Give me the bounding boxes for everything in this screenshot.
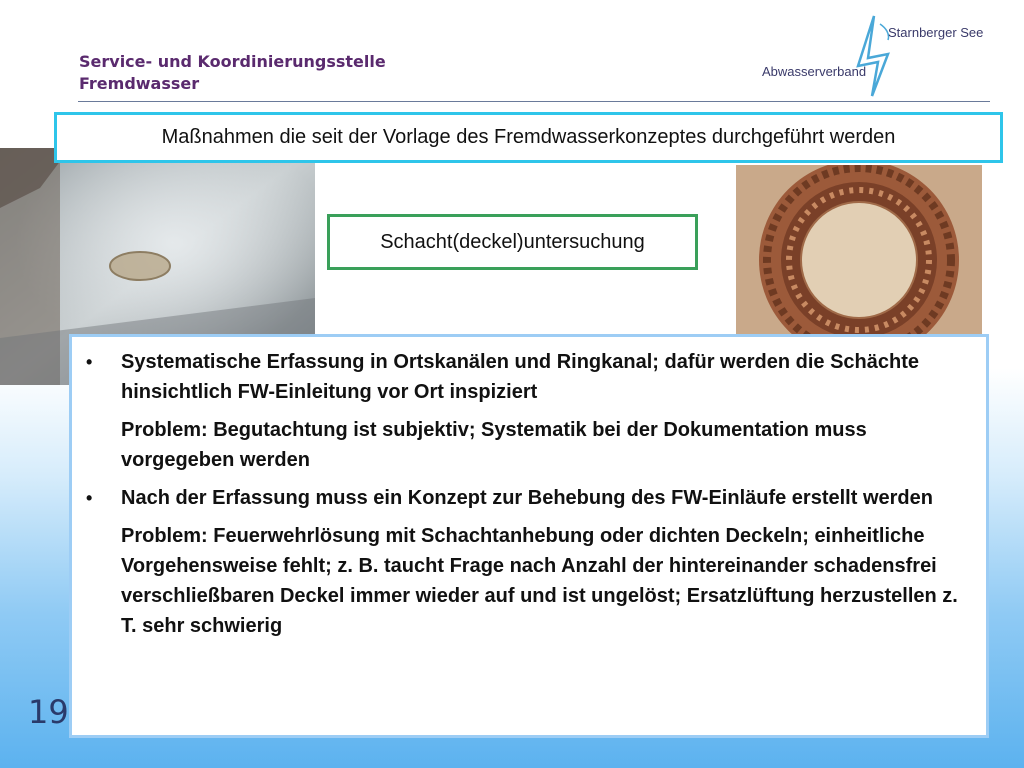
bullet-text: Nach der Erfassung muss ein Konzept zur Behebung des FW-Einläufe erstellt werden [121,487,933,509]
bullet-text: Systematische Erfassung in Ortskanälen und Ringkanal; dafür werden die Schächte hinsichtlich FW-Einleitung vor Ort inspiziert [121,351,919,403]
logo-name-bottom: Abwasserverband [762,64,867,79]
header-line-2: Fremdwasser [79,74,200,93]
bullet-icon: • [86,488,93,508]
problem-note: Problem: Begutachtung ist subjektiv; Systematik bei der Dokumentation muss vorgegeben werden [121,419,867,471]
logo-name-top: Starnberger See [888,25,984,40]
section-heading: Schacht(deckel)untersuchung [380,230,645,253]
list-item [86,347,972,407]
slide-title-box [54,112,1003,163]
list-item [86,483,972,513]
slide-number: 19 [28,693,69,731]
header-divider [78,101,990,102]
bullet-icon: • [86,352,93,372]
header-line-1: Service- und Koordinierungsstelle [79,52,386,71]
section-heading-box [327,214,698,270]
problem-note: Problem: Feuerwehrlösung mit Schachtanhebung oder dichten Deckeln; einheitliche Vorgehensweise fehlt; z. B. taucht Frage nach Anzahl der hintereinander schadensfrei verschließbaren Deckel immer wieder auf und ist ungelöst; Ersatzlüftung herzustellen z. T. sehr schwierig [121,525,958,637]
slide-title: Maßnahmen die seit der Vorlage des Fremdwasserkonzeptes durchgeführt werden [161,126,896,148]
wave-lightning-logo-icon [852,14,892,98]
content-box [69,334,989,738]
manhole-cover-photo [736,165,982,340]
header-title [79,51,386,95]
